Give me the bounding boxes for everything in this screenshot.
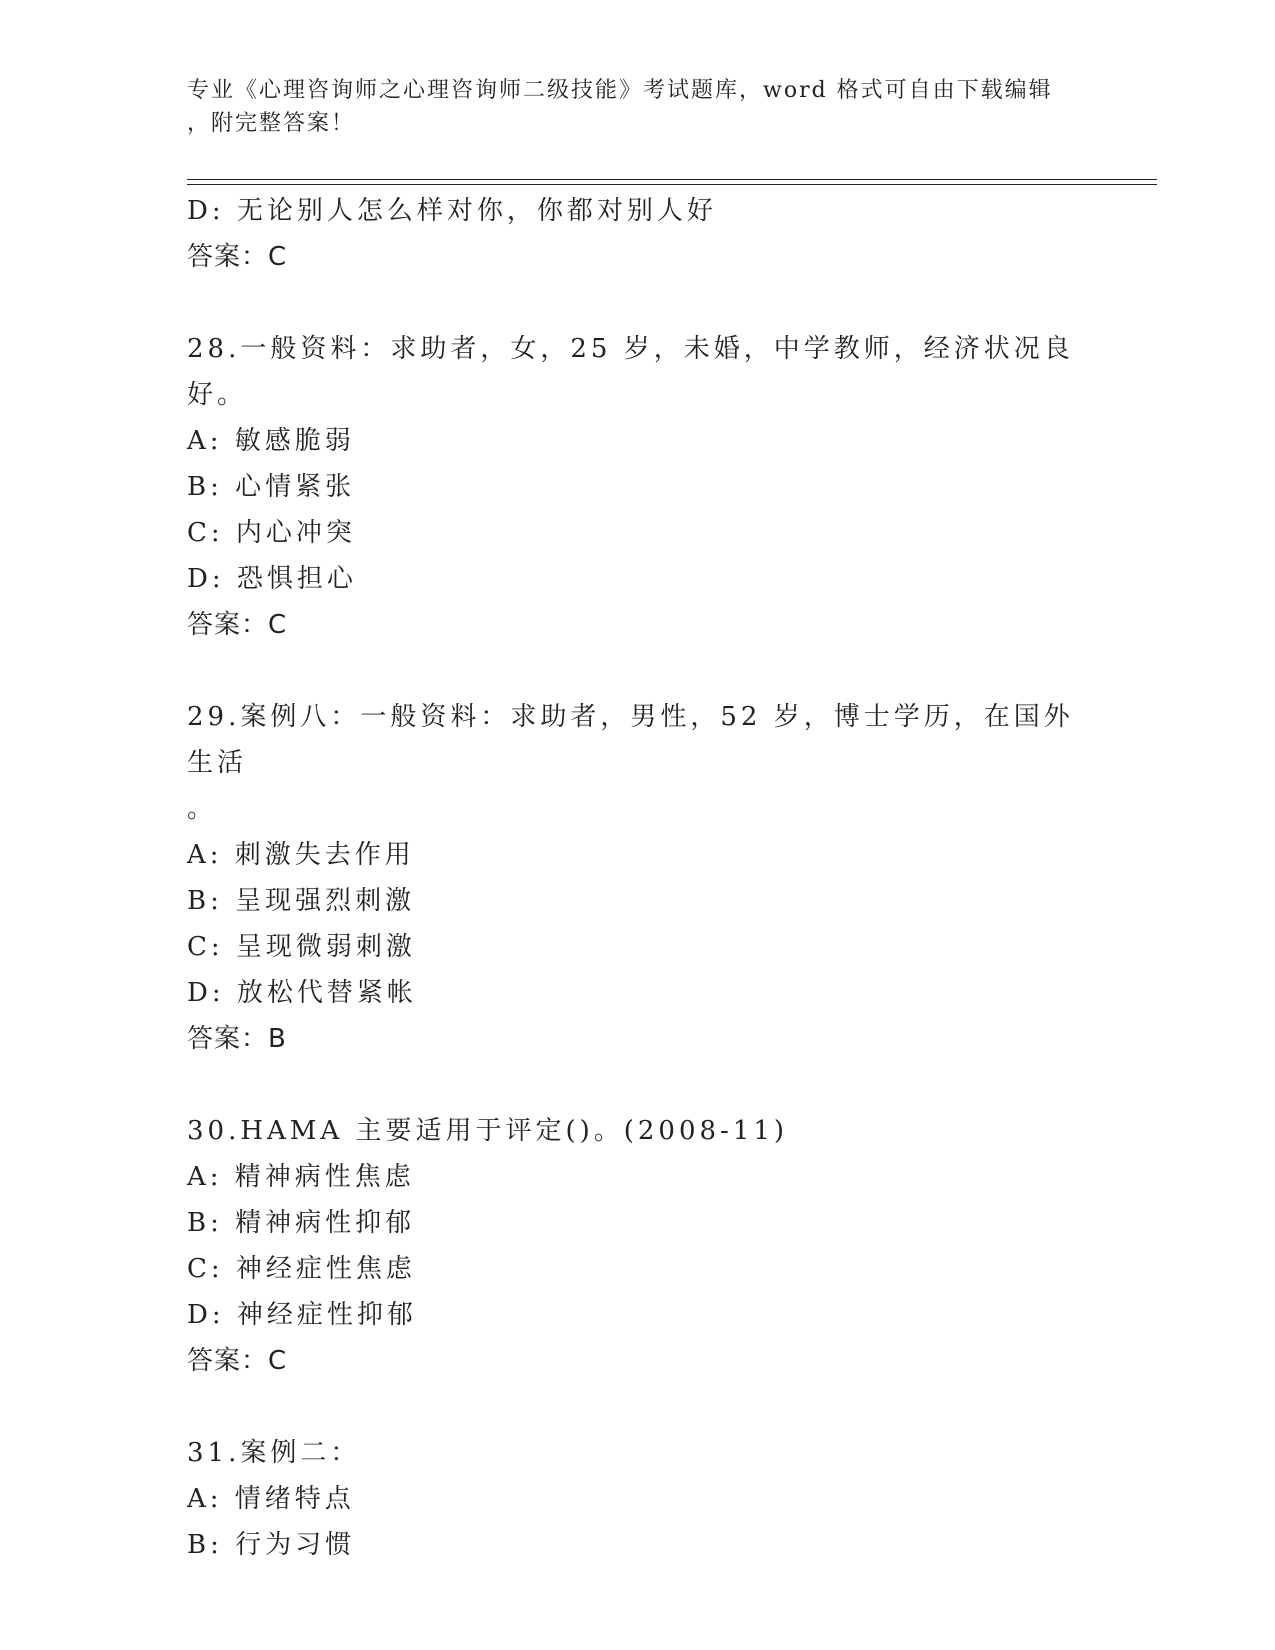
option-b: B: 呈现强烈刺激	[187, 886, 416, 916]
answer-label: 答案：C	[187, 610, 288, 640]
header-divider-top	[187, 179, 1157, 180]
header-title-line2: ，附完整答案！	[187, 111, 356, 136]
option-c: C: 神经症性焦虑	[187, 1254, 416, 1284]
question-30	[187, 1108, 1087, 1384]
option-a: A: 精神病性焦虑	[187, 1162, 415, 1192]
option-a: A: 情绪特点	[187, 1484, 355, 1514]
question-29	[187, 694, 1087, 1062]
option-c: C: 内心冲突	[187, 518, 356, 548]
option-a: A: 敏感脆弱	[187, 426, 355, 456]
document-header	[187, 74, 1077, 140]
question-stem: 28.一般资料：求助者，女，25 岁，未婚，中学教师，经济状况良好。	[187, 334, 1074, 410]
option-a: A: 刺激失去作用	[187, 840, 415, 870]
question-31	[187, 1430, 1087, 1568]
answer-label: 答案：C	[187, 242, 288, 272]
question-stem: 31.案例二：	[187, 1438, 361, 1468]
option-d: D: 恐惧担心	[187, 564, 357, 594]
option-b: B: 精神病性抑郁	[187, 1208, 416, 1238]
answer-label: 答案：B	[187, 1024, 287, 1054]
answer-label: 答案：C	[187, 1346, 288, 1376]
option-b: B: 心情紧张	[187, 472, 356, 502]
question-stem-continuation: 。	[187, 794, 218, 824]
option-d: D: 放松代替紧帐	[187, 978, 417, 1008]
option-b: B: 行为习惯	[187, 1530, 356, 1560]
question-stem: 29.案例八：一般资料：求助者，男性，52 岁，博士学历，在国外生活	[187, 702, 1074, 778]
option-c: C: 呈现微弱刺激	[187, 932, 416, 962]
header-title-line1: 专业《心理咨询师之心理咨询师二级技能》考试题库，word 格式可自由下载编辑	[187, 78, 1053, 103]
option-d: D: 无论别人怎么样对你，你都对别人好	[187, 196, 717, 226]
header-divider-bottom	[187, 184, 1157, 185]
previous-question-tail	[187, 188, 1087, 280]
question-list	[187, 188, 1087, 1568]
question-stem: 30.HAMA 主要适用于评定()。(2008-11)	[187, 1116, 789, 1146]
option-d: D: 神经症性抑郁	[187, 1300, 417, 1330]
question-28	[187, 326, 1087, 648]
